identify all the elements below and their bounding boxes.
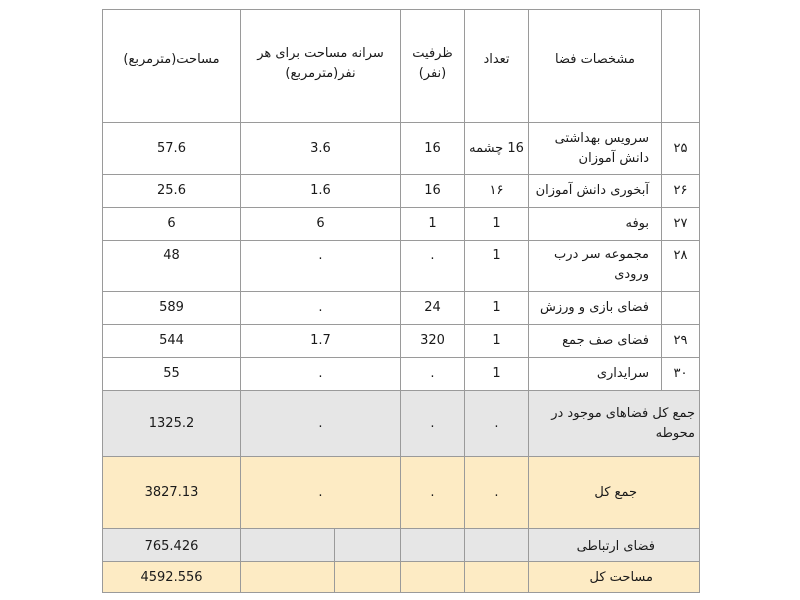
cell-area: 25.6 bbox=[103, 175, 241, 208]
header-area: مساحت(مترمربع) bbox=[103, 10, 241, 123]
header-per-capita: سرانه مساحت برای هر نفر(مترمربع) bbox=[241, 10, 401, 123]
table-row bbox=[103, 292, 700, 325]
connection-row bbox=[103, 529, 700, 562]
subtotal-per-capita: . bbox=[241, 391, 401, 457]
cell-spec: فضای صف جمع bbox=[529, 325, 662, 358]
header-count: تعداد bbox=[465, 10, 529, 123]
cell-count: 1 bbox=[465, 292, 529, 325]
total-area-row bbox=[103, 562, 700, 593]
cell-per-capita: 1.6 bbox=[241, 175, 401, 208]
cell-area: 48 bbox=[103, 241, 241, 292]
connection-empty-cell bbox=[465, 529, 529, 562]
connection-area: 765.426 bbox=[103, 529, 241, 562]
cell-row-number: ۲۵ bbox=[662, 123, 700, 175]
cell-row-number: ۲۹ bbox=[662, 325, 700, 358]
table-row bbox=[103, 358, 700, 391]
connection-empty-cell bbox=[335, 529, 401, 562]
cell-area: 6 bbox=[103, 208, 241, 241]
cell-spec: فضای بازی و ورزش bbox=[529, 292, 662, 325]
cell-count: 1 bbox=[465, 358, 529, 391]
cell-area: 55 bbox=[103, 358, 241, 391]
header-spec: مشخصات فضا bbox=[529, 10, 662, 123]
table-row bbox=[103, 123, 700, 175]
cell-per-capita: 1.7 bbox=[241, 325, 401, 358]
total-area-empty-cell bbox=[401, 562, 465, 593]
cell-capacity: 1 bbox=[401, 208, 465, 241]
cell-area: 57.6 bbox=[103, 123, 241, 175]
grand-total-count: . bbox=[465, 457, 529, 529]
cell-capacity: 24 bbox=[401, 292, 465, 325]
cell-row-number: ۲۸ bbox=[662, 241, 700, 292]
cell-per-capita: . bbox=[241, 358, 401, 391]
cell-spec: سرویس بهداشتی دانش آموزان bbox=[529, 123, 662, 175]
header-capacity: ظرفیت (نفر) bbox=[401, 10, 465, 123]
space-table-frame bbox=[102, 9, 699, 592]
subtotal-capacity: . bbox=[401, 391, 465, 457]
cell-count: 1 bbox=[465, 208, 529, 241]
grand-total-label: جمع کل bbox=[529, 457, 700, 529]
grand-total-area: 3827.13 bbox=[103, 457, 241, 529]
cell-count: 1 bbox=[465, 325, 529, 358]
connection-empty-cell bbox=[241, 529, 335, 562]
cell-area: 544 bbox=[103, 325, 241, 358]
cell-row-number: ۳۰ bbox=[662, 358, 700, 391]
space-table bbox=[102, 9, 700, 593]
cell-spec: بوفه bbox=[529, 208, 662, 241]
connection-empty-cell bbox=[401, 529, 465, 562]
cell-capacity: 320 bbox=[401, 325, 465, 358]
cell-capacity: . bbox=[401, 241, 465, 292]
cell-count: ۱۶ bbox=[465, 175, 529, 208]
grand-total-capacity: . bbox=[401, 457, 465, 529]
subtotal-area: 1325.2 bbox=[103, 391, 241, 457]
subtotal-label: جمع کل فضاهای موجود در محوطه bbox=[529, 391, 700, 457]
cell-row-number: ۲۷ bbox=[662, 208, 700, 241]
grand-total-per-capita: . bbox=[241, 457, 401, 529]
cell-per-capita: 3.6 bbox=[241, 123, 401, 175]
subtotal-count: . bbox=[465, 391, 529, 457]
cell-spec: مجموعه سر درب ورودی bbox=[529, 241, 662, 292]
grand-total-row bbox=[103, 457, 700, 529]
subtotal-row bbox=[103, 391, 700, 457]
cell-count: 1 bbox=[465, 241, 529, 292]
table-row bbox=[103, 241, 700, 292]
table-row bbox=[103, 175, 700, 208]
header-number bbox=[662, 10, 700, 123]
cell-area: 589 bbox=[103, 292, 241, 325]
cell-row-number bbox=[662, 292, 700, 325]
total-area-value: 4592.556 bbox=[103, 562, 241, 593]
connection-label: فضای ارتباطی bbox=[529, 529, 700, 562]
cell-capacity: 16 bbox=[401, 175, 465, 208]
cell-spec: سرایداری bbox=[529, 358, 662, 391]
cell-capacity: . bbox=[401, 358, 465, 391]
total-area-empty-cell bbox=[241, 562, 335, 593]
cell-per-capita: . bbox=[241, 241, 401, 292]
total-area-empty-cell bbox=[335, 562, 401, 593]
total-area-empty-cell bbox=[465, 562, 529, 593]
cell-spec: آبخوری دانش آموزان bbox=[529, 175, 662, 208]
cell-per-capita: . bbox=[241, 292, 401, 325]
cell-row-number: ۲۶ bbox=[662, 175, 700, 208]
cell-per-capita: 6 bbox=[241, 208, 401, 241]
table-row bbox=[103, 325, 700, 358]
cell-capacity: 16 bbox=[401, 123, 465, 175]
table-row bbox=[103, 208, 700, 241]
total-area-label: مساحت کل bbox=[529, 562, 700, 593]
header-row bbox=[103, 10, 700, 123]
cell-count: 16 چشمه bbox=[465, 123, 529, 175]
